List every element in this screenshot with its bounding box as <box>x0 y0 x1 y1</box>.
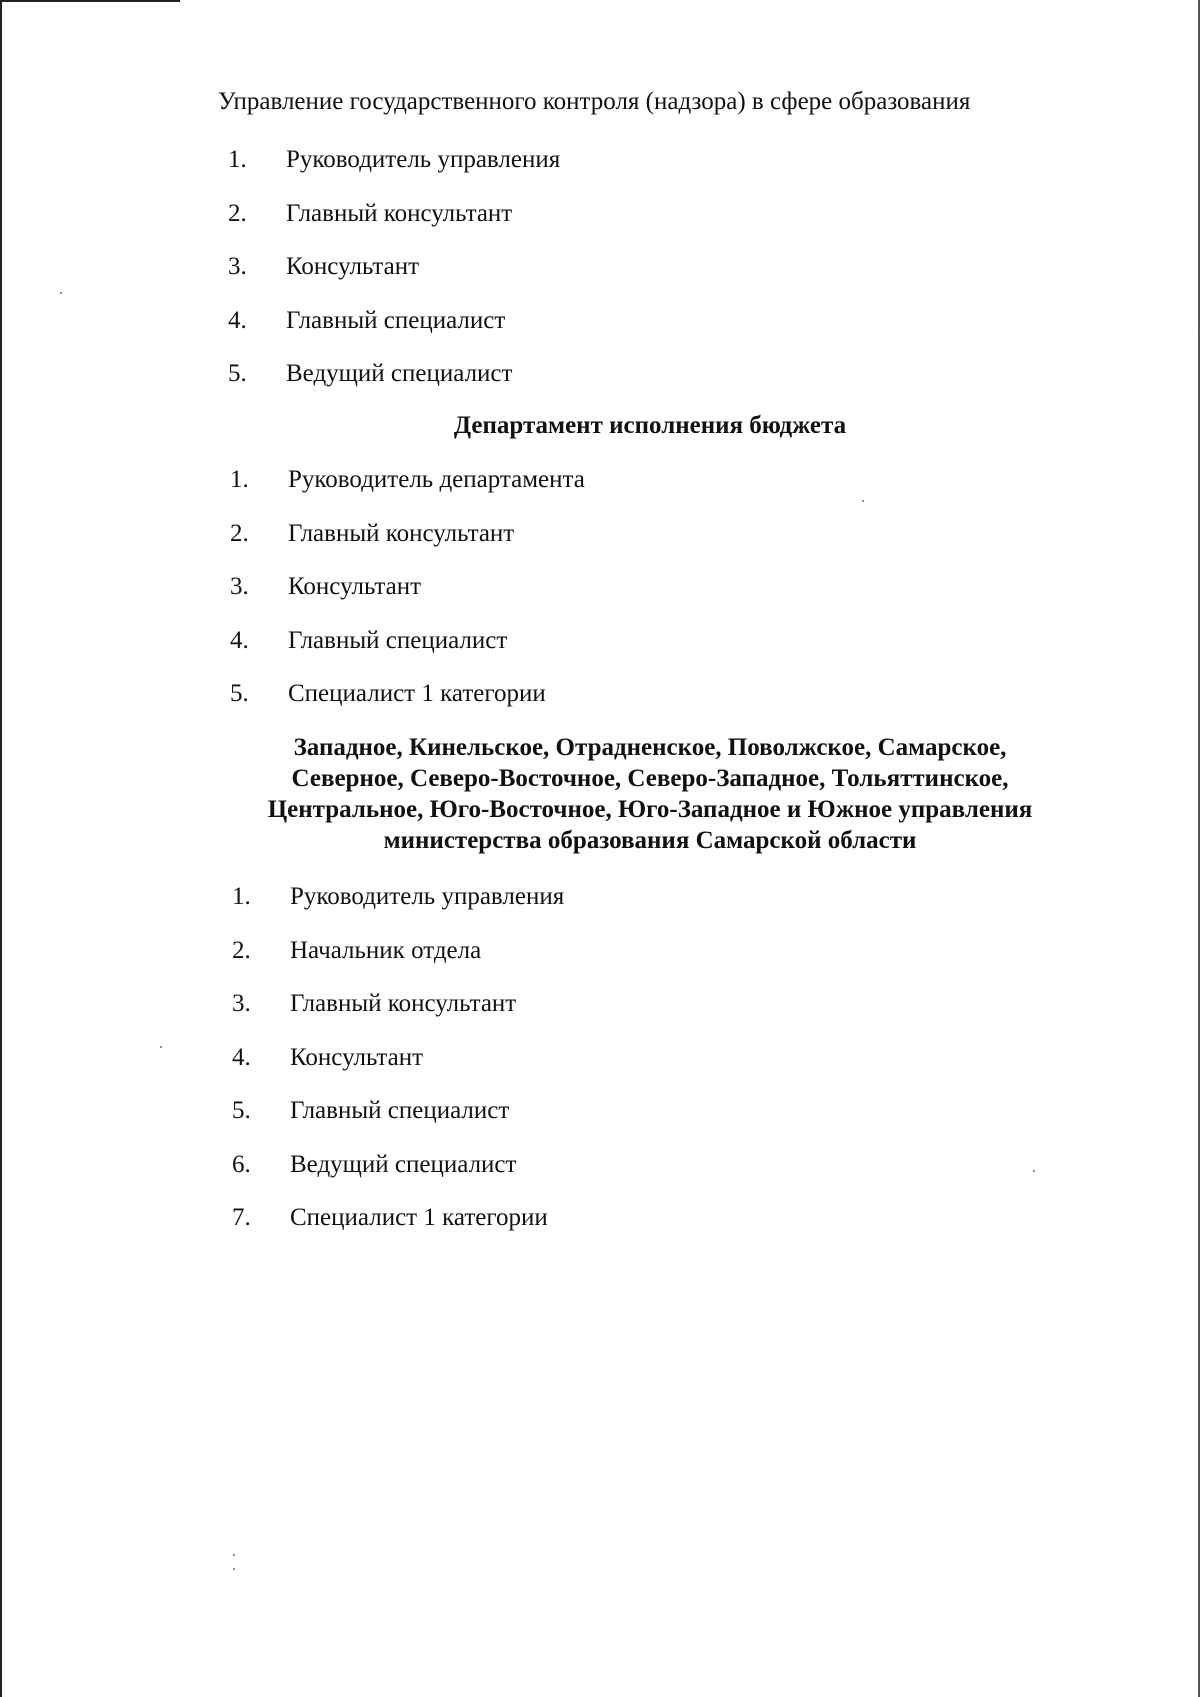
item-title: Специалист 1 категории <box>290 1204 548 1231</box>
heading-line: Центральное, Юго-Восточное, Юго-Западное и Южное управления <box>267 796 1033 823</box>
item-number: 5. <box>230 680 249 707</box>
item-number: 6. <box>232 1150 251 1178</box>
scan-border-left <box>0 0 2 1697</box>
item-title: Ведущий специалист <box>286 360 513 387</box>
item-title: Начальник отдела <box>290 936 482 964</box>
item-number: 4. <box>228 306 247 334</box>
item-title: Специалист 1 категории <box>288 680 546 707</box>
item-number: 4. <box>230 626 249 654</box>
scan-speck <box>60 292 62 294</box>
item-title: Главный специалист <box>288 626 508 654</box>
item-number: 1. <box>228 146 247 173</box>
item-number: 2. <box>232 936 251 964</box>
scan-speck <box>233 1568 235 1570</box>
item-number: 2. <box>228 199 247 227</box>
heading-line: Северное, Северо-Восточное, Северо-Западное, Тольяттинское, <box>291 765 1009 792</box>
scan-speck <box>1033 1170 1035 1172</box>
item-title: Руководитель департамента <box>288 466 585 493</box>
item-title: Ведущий специалист <box>290 1150 517 1178</box>
item-number: 1. <box>232 883 251 910</box>
item-title: Руководитель управления <box>290 883 565 910</box>
item-title: Консультант <box>288 573 422 600</box>
item-title: Главный специалист <box>290 1097 510 1124</box>
scan-speck <box>862 500 864 502</box>
section-heading-regional-departments <box>150 732 1150 856</box>
item-title: Главный консультант <box>288 519 515 547</box>
item-title: Руководитель управления <box>286 146 561 173</box>
section-heading-budget-execution: Департамент исполнения бюджета <box>453 412 847 439</box>
scan-border-top <box>0 0 180 2</box>
item-number: 3. <box>228 253 247 280</box>
item-number: 5. <box>232 1097 251 1124</box>
item-number: 7. <box>232 1204 251 1231</box>
heading-line: министерства образования Самарской области <box>383 827 917 854</box>
item-number: 4. <box>232 1043 251 1071</box>
heading-line: Западное, Кинельское, Отрадненское, Поволжское, Самарское, <box>293 734 1007 761</box>
scan-speck <box>160 1046 162 1048</box>
item-number: 3. <box>230 573 249 600</box>
item-number: 2. <box>230 519 249 547</box>
item-number: 3. <box>232 990 251 1017</box>
item-number: 1. <box>230 466 249 493</box>
item-number: 5. <box>228 360 247 387</box>
item-title: Главный консультант <box>290 990 517 1017</box>
item-title: Консультант <box>290 1043 424 1071</box>
item-title: Главный специалист <box>286 306 506 334</box>
item-title: Главный консультант <box>286 199 513 227</box>
section-heading-control-supervision: Управление государственного контроля (надзора) в сфере образования <box>218 88 971 115</box>
scan-speck <box>233 1554 235 1556</box>
item-title: Консультант <box>286 253 420 280</box>
